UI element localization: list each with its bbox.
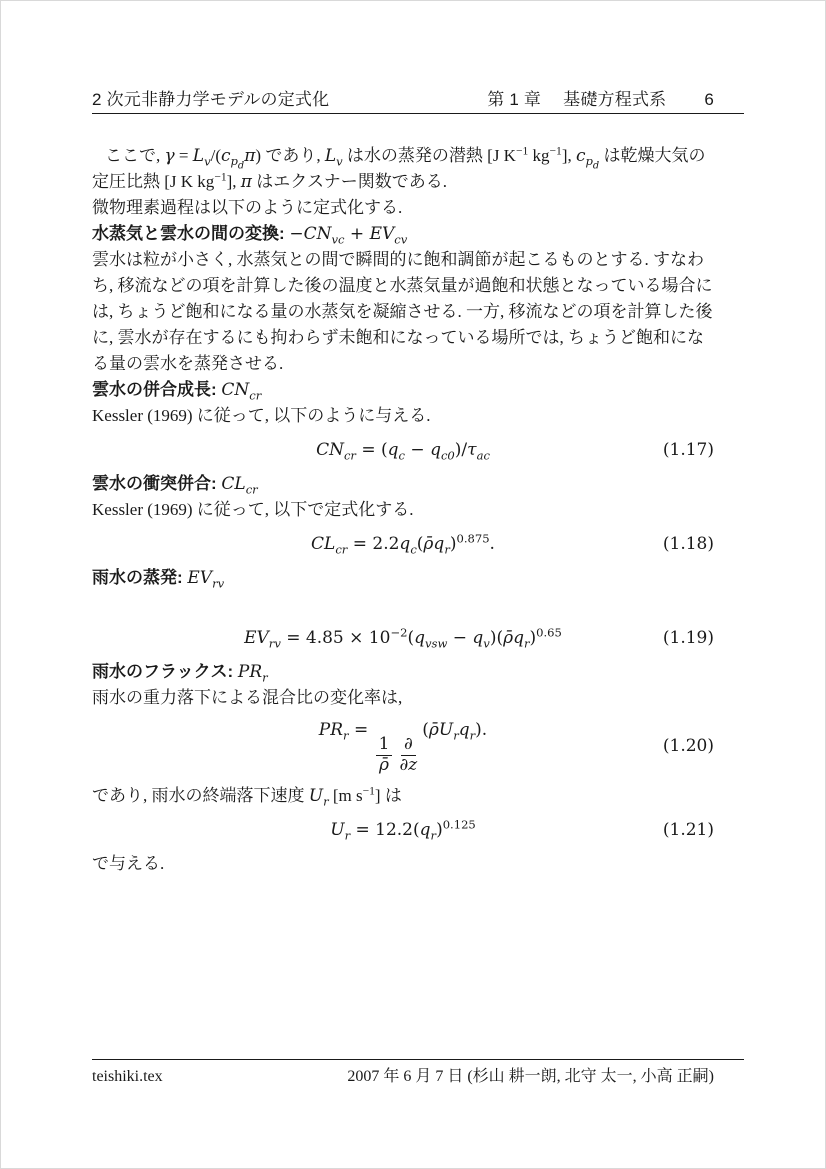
page-footer <box>92 1065 714 1089</box>
paragraph-microphysics-intro: 微物理素過程は以下のように定式化する. <box>92 198 403 217</box>
footer-rule <box>92 1059 744 1060</box>
equation-row-1-21 <box>92 817 714 843</box>
section-heading-vapor-cloud-conversion: 水蒸気と雲水の間の変換: $-CN_{vc} + EV_{cv}$ <box>92 224 408 247</box>
section-body-cloud-collection: Kessler (1969) に従って, 以下で定式化する. <box>92 500 414 519</box>
header-rule <box>92 113 744 114</box>
equation-row-1-17 <box>92 437 714 463</box>
footer-date-authors: 2007 年 6 月 7 日 (杉山 耕一朗, 北守 太一, 小高 正嗣) <box>347 1068 714 1085</box>
section-heading-cloud-collection: 雲水の衝突併合: $CL_{cr}$ <box>92 474 258 497</box>
equation-number-1-21: (1.21) <box>662 820 714 841</box>
section-heading-cloud-autoconversion: 雲水の併合成長: $CN_{cr}$ <box>92 380 262 403</box>
section-body-vapor-cloud-conversion: 雲水は粒が小さく, 水蒸気との間で瞬間的に飽和調節が起こるものとする. すなわち, 移流などの項を計算した後の温度と水蒸気量が過飽和状態となっている場合には, ちょうど飽和になる量の水蒸気を凝縮させる. 一方, 移流などの項を計算した後に, 雲水が存在するにも拘わらず未飽和になっている場所では, ちょうど飽和になる量の雲水を蒸発させる. <box>92 250 713 373</box>
equation-row-1-18 <box>92 531 714 557</box>
section-heading-rain-flux: 雨水のフラックス: $PR_r$ <box>92 662 268 685</box>
section-body-rain-flux: 雨水の重力落下による混合比の変化率は, <box>92 688 403 707</box>
section-body3-rain-flux: で与える. <box>92 854 165 874</box>
equation-1-18: $CL_{cr}$ = $2.2q_c(\rhōq_r)^{0.875}$. <box>311 531 495 557</box>
footer-filename: teishiki.tex <box>92 1068 163 1085</box>
header-page-number: 6 <box>704 90 714 109</box>
equation-row-1-20 <box>92 717 714 775</box>
paragraph-gamma-definition: ここで, $\gamma = L_v/(c_{p_d}\pi)$ であり, $L_v$ は水の蒸発の潜熱 [J $K^{-1}$ $kg^{-1}$], $c_{p_d}$ は乾燥大気の定圧比熱 [J K $kg^{-1}$], π はエクスナー関数である. <box>92 144 706 192</box>
main-text <box>92 143 714 877</box>
equation-number-1-17: (1.17) <box>662 440 714 460</box>
header-section-title: 基礎方程式系 <box>563 90 667 109</box>
header-running-title: 2 次元非静力学モデルの定式化 <box>92 90 330 109</box>
equation-1-19: $EV_{rv} = 4.85 \times 10^{-2}(q_{vsw}$ − $q_v)(\rhōq_r)^{0.65}$ <box>244 625 562 651</box>
header-chapter: 第 1 章 <box>487 90 542 109</box>
section-heading-rain-evaporation: 雨水の蒸発: $EV_{rv}$ <box>92 568 225 591</box>
equation-row-1-19 <box>92 625 714 651</box>
equation-1-20: $PR_r$ = $\frac{1}{\rhō}$ $\frac{\partial}{\partial z}$ $(\rhōU_rq_r)$. <box>318 720 488 775</box>
section-body2-rain-flux: であり, 雨水の終端落下速度 $U_r$ [m $s^{-1}$] は <box>92 784 402 809</box>
page-header <box>92 85 714 110</box>
equation-1-21: $U_r = 12.2(q_r)^{0.125}$ <box>330 817 476 843</box>
equation-number-1-18: (1.18) <box>662 534 714 554</box>
equation-number-1-20: (1.20) <box>662 736 714 757</box>
equation-number-1-19: (1.19) <box>662 628 714 648</box>
header-right-group <box>487 85 714 110</box>
equation-1-17: $CN_{cr} = (q_c - q_{c0})/\tau_{ac}$ <box>316 440 490 463</box>
section-body-cloud-autoconversion: Kessler (1969) に従って, 以下のように与える. <box>92 406 431 425</box>
